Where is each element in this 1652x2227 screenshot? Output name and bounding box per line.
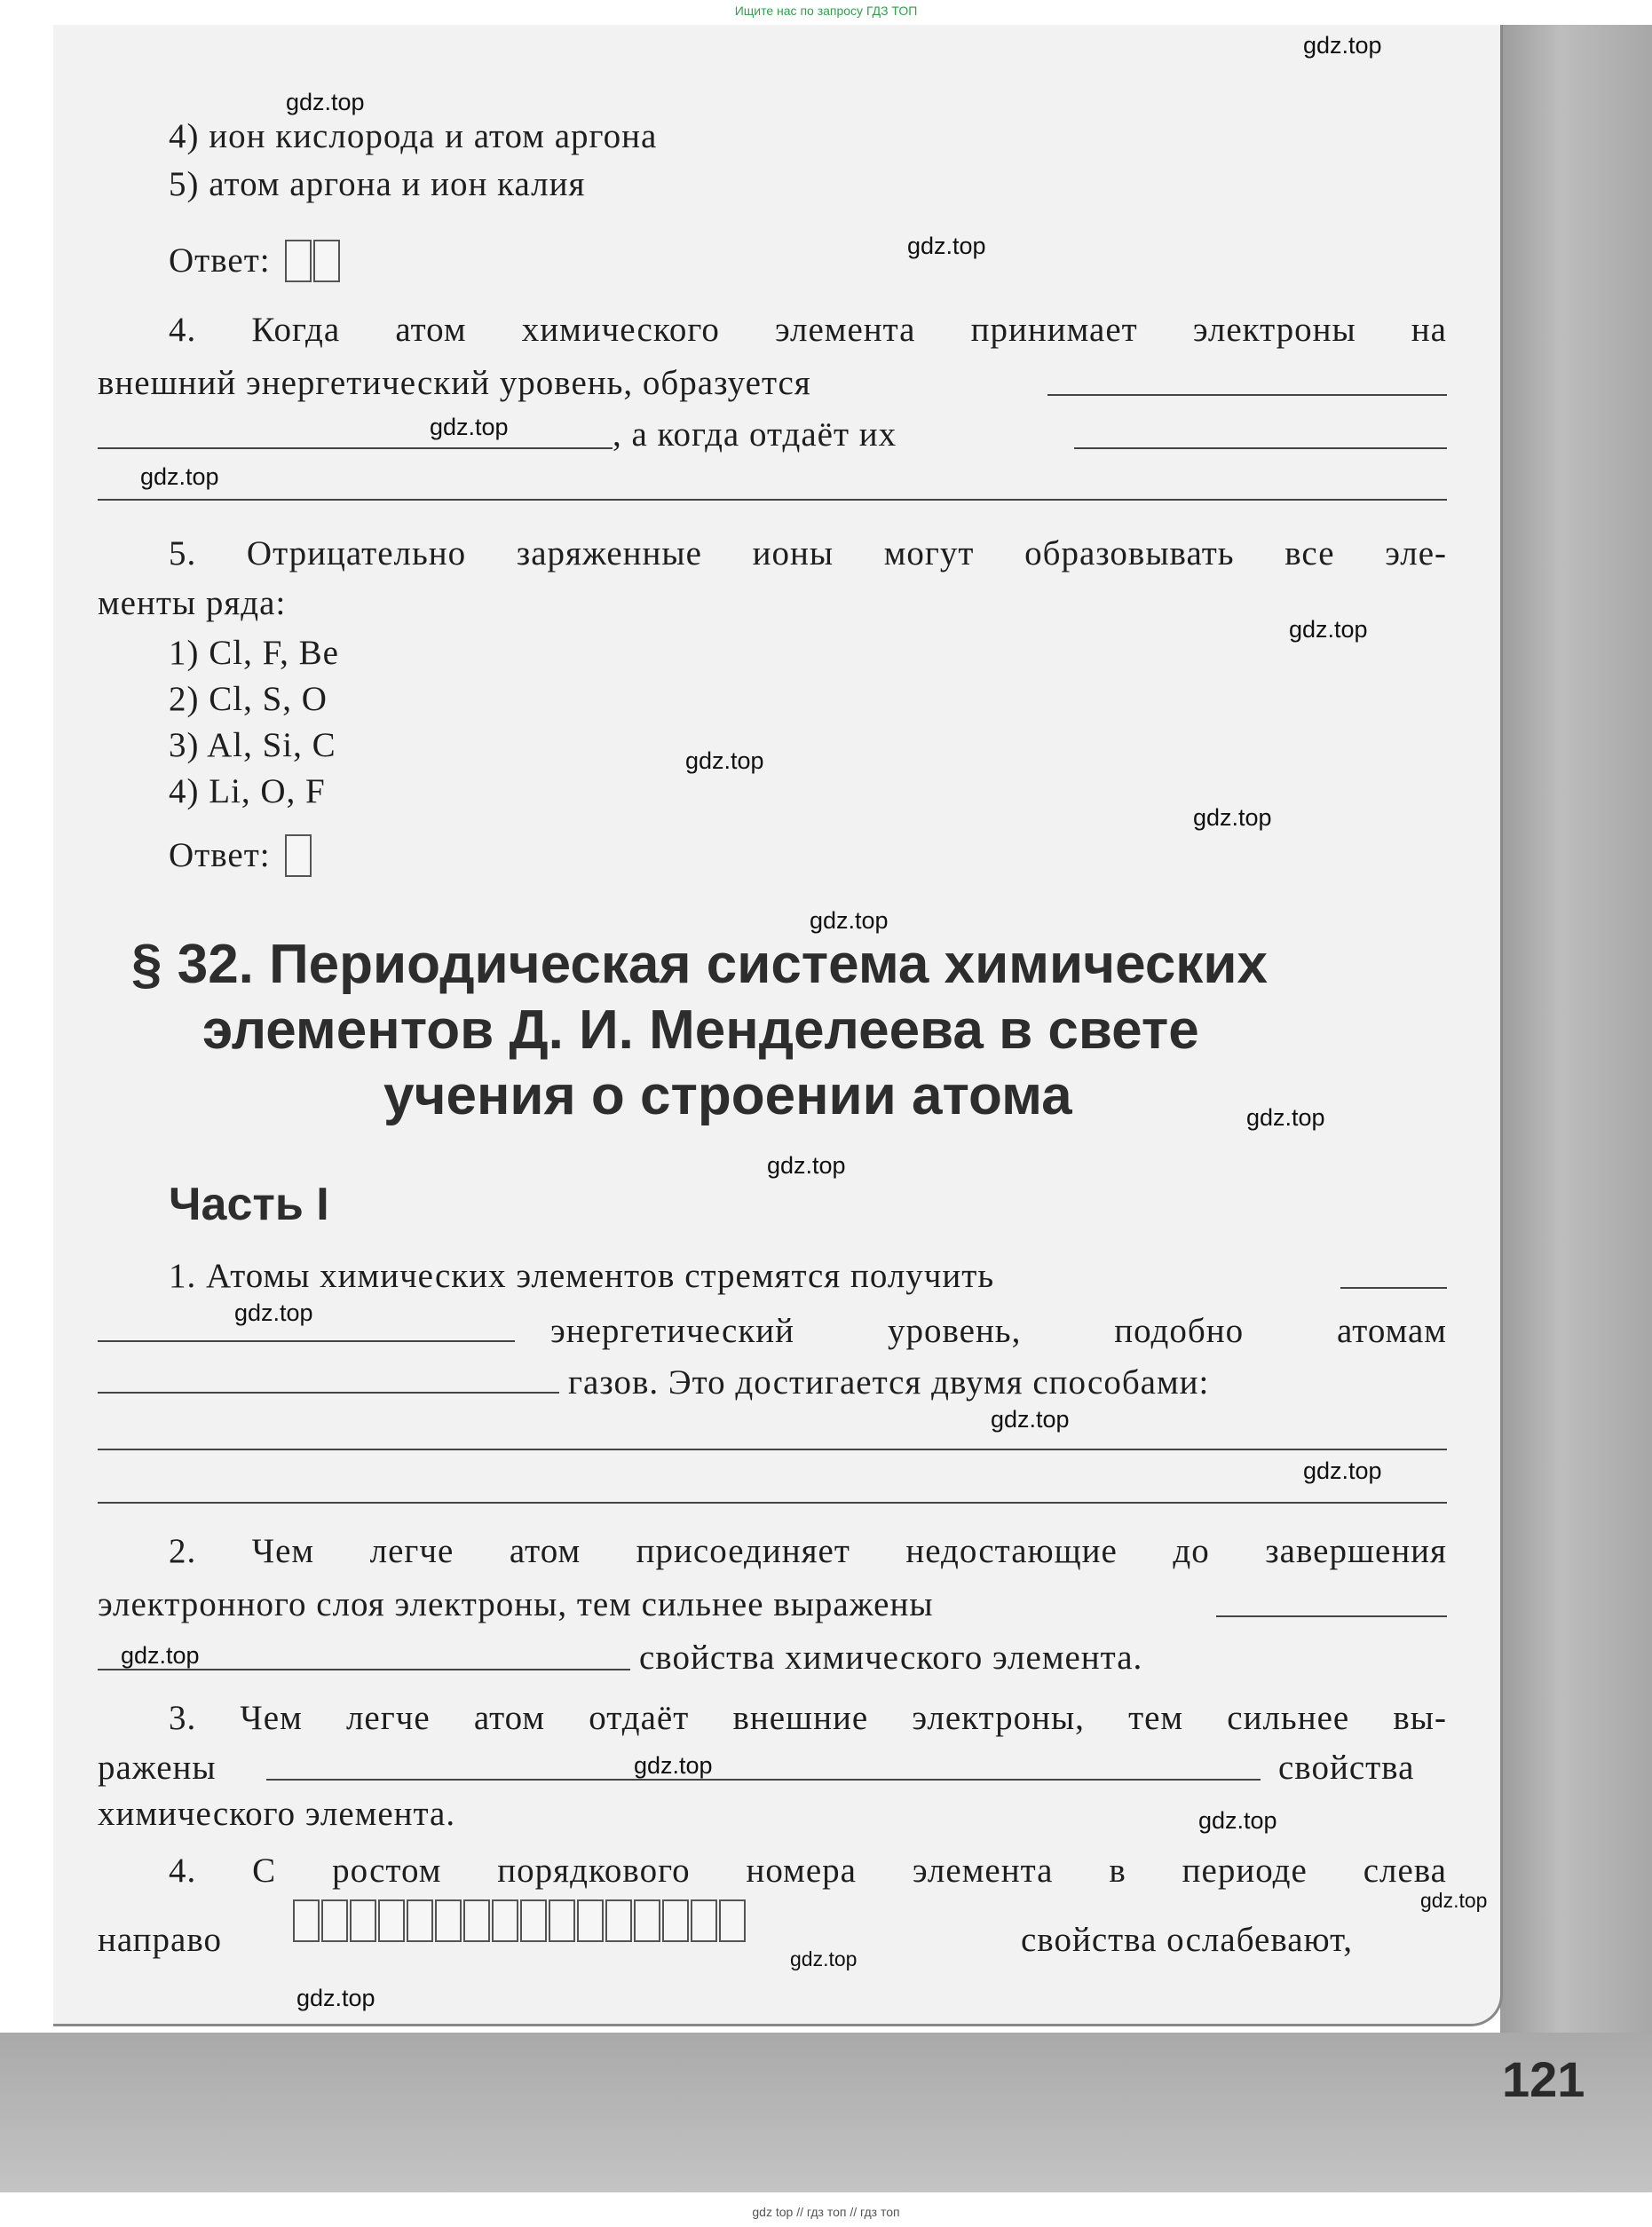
watermark: gdz.top	[430, 414, 509, 440]
p3-line-2-start: ражены	[98, 1749, 217, 1787]
letter-box[interactable]	[605, 1899, 632, 1942]
q4-line-3: , а когда отдаёт их	[613, 415, 897, 454]
watermark: gdz.top	[991, 1406, 1070, 1433]
watermark: gdz.top	[1420, 1889, 1488, 1912]
prev-answer	[169, 240, 342, 282]
watermark: gdz.top	[634, 1752, 713, 1779]
answer-line[interactable]	[98, 447, 613, 449]
prev-option-4: 4) ион кислорода и атом аргона	[169, 117, 658, 155]
letter-box[interactable]	[549, 1899, 575, 1942]
watermark: gdz.top	[1198, 1807, 1277, 1834]
watermark: gdz.top	[121, 1642, 200, 1669]
answer-box[interactable]	[313, 240, 340, 282]
p4-line-2-start: направо	[98, 1921, 222, 1959]
letter-box[interactable]	[634, 1899, 660, 1942]
answer-line[interactable]	[98, 1340, 515, 1342]
p4-line-2-end: свойства ослабевают,	[1021, 1921, 1354, 1959]
p1-line-1: 1. Атомы химических элементов стремятся получить	[169, 1257, 995, 1295]
p4-line-1: 4. С ростом порядкового номера элемента в периоде слева	[169, 1852, 1447, 1890]
letter-box[interactable]	[691, 1899, 717, 1942]
letter-box[interactable]	[520, 1899, 547, 1942]
answer-line[interactable]	[98, 1449, 1447, 1450]
answer-box[interactable]	[285, 834, 312, 877]
q5-line-2: менты ряда:	[98, 584, 287, 622]
letter-box[interactable]	[378, 1899, 405, 1942]
section-title-line-2: элементов Д. И. Менделеева в свете	[202, 999, 1199, 1061]
watermark: gdz.top	[286, 89, 365, 115]
answer-line[interactable]	[1216, 1615, 1447, 1617]
q5-option-3: 3) Al, Si, C	[169, 726, 336, 764]
letter-box[interactable]	[492, 1899, 518, 1942]
answer-line[interactable]	[1074, 447, 1447, 449]
answer-line[interactable]	[266, 1779, 1261, 1781]
section-title-line-3: учения о строении атома	[383, 1065, 1072, 1126]
letter-box[interactable]	[435, 1899, 462, 1942]
q4-line-2: внешний энергетический уровень, образуется	[98, 364, 811, 402]
answer-box[interactable]	[285, 240, 312, 282]
watermark: gdz.top	[234, 1299, 313, 1326]
q5-line-1: 5. Отрицательно заряженные ионы могут образовывать все эле-	[169, 534, 1447, 573]
p1-line-3: газов. Это достигается двумя способами:	[568, 1363, 1210, 1402]
q4-line-1: 4. Когда атом химического элемента принимает электроны на	[169, 311, 1447, 349]
p3-line-3: химического элемента.	[98, 1795, 456, 1833]
p2-line-3: свойства химического элемента.	[639, 1639, 1143, 1677]
watermark: gdz.top	[685, 747, 764, 774]
q5-answer	[169, 834, 313, 877]
letter-box-row	[293, 1899, 747, 1942]
page-background-bottom	[0, 2033, 1652, 2192]
page-number: 121	[1502, 2051, 1585, 2107]
page-background-right	[1500, 25, 1652, 2191]
answer-line[interactable]	[98, 499, 1447, 501]
section-title-line-1: § 32. Периодическая система химических	[131, 934, 1268, 995]
letter-box[interactable]	[321, 1899, 348, 1942]
letter-box[interactable]	[463, 1899, 490, 1942]
q5-option-1: 1) Cl, F, Be	[169, 634, 339, 672]
q5-option-4: 4) Li, O, F	[169, 772, 326, 810]
letter-box[interactable]	[407, 1899, 433, 1942]
watermark: gdz.top	[1289, 616, 1368, 643]
watermark: gdz.top	[767, 1152, 846, 1179]
letter-box[interactable]	[662, 1899, 689, 1942]
letter-box[interactable]	[293, 1899, 320, 1942]
p2-line-1: 2. Чем легче атом присоединяет недостающие до завершения	[169, 1532, 1447, 1570]
watermark: gdz.top	[1303, 1457, 1382, 1484]
letter-box[interactable]	[577, 1899, 604, 1942]
answer-line[interactable]	[1047, 394, 1447, 396]
footer-note: gdz top // гдз топ // гдз топ	[752, 2205, 900, 2219]
p3-line-1: 3. Чем легче атом отдаёт внешние электроны, тем сильнее вы-	[169, 1699, 1447, 1737]
watermark: gdz.top	[296, 1985, 375, 2011]
watermark: gdz.top	[1246, 1104, 1325, 1131]
p2-line-2: электронного слоя электроны, тем сильнее выражены	[98, 1585, 934, 1623]
watermark: gdz.top	[810, 907, 889, 934]
answer-line[interactable]	[98, 1392, 559, 1394]
answer-line[interactable]	[1340, 1287, 1447, 1289]
q5-option-2: 2) Cl, S, O	[169, 680, 328, 718]
letter-box[interactable]	[350, 1899, 376, 1942]
watermark: gdz.top	[790, 1947, 858, 1970]
watermark: gdz.top	[1303, 32, 1382, 59]
p3-line-2-end: свойства	[1278, 1749, 1415, 1787]
part-heading: Часть I	[169, 1179, 329, 1230]
p1-line-2: энергетический уровень, подобно атомам	[550, 1312, 1447, 1350]
header-note: Ищите нас по запросу ГДЗ ТОП	[734, 4, 918, 18]
watermark: gdz.top	[140, 463, 219, 490]
answer-line[interactable]	[98, 1502, 1447, 1504]
prev-option-5: 5) атом аргона и ион калия	[169, 165, 586, 203]
watermark: gdz.top	[907, 233, 986, 259]
letter-box[interactable]	[719, 1899, 746, 1942]
watermark: gdz.top	[1193, 804, 1272, 831]
prev-answer-label: Ответ:	[169, 241, 271, 280]
q5-answer-label: Ответ:	[169, 836, 271, 874]
